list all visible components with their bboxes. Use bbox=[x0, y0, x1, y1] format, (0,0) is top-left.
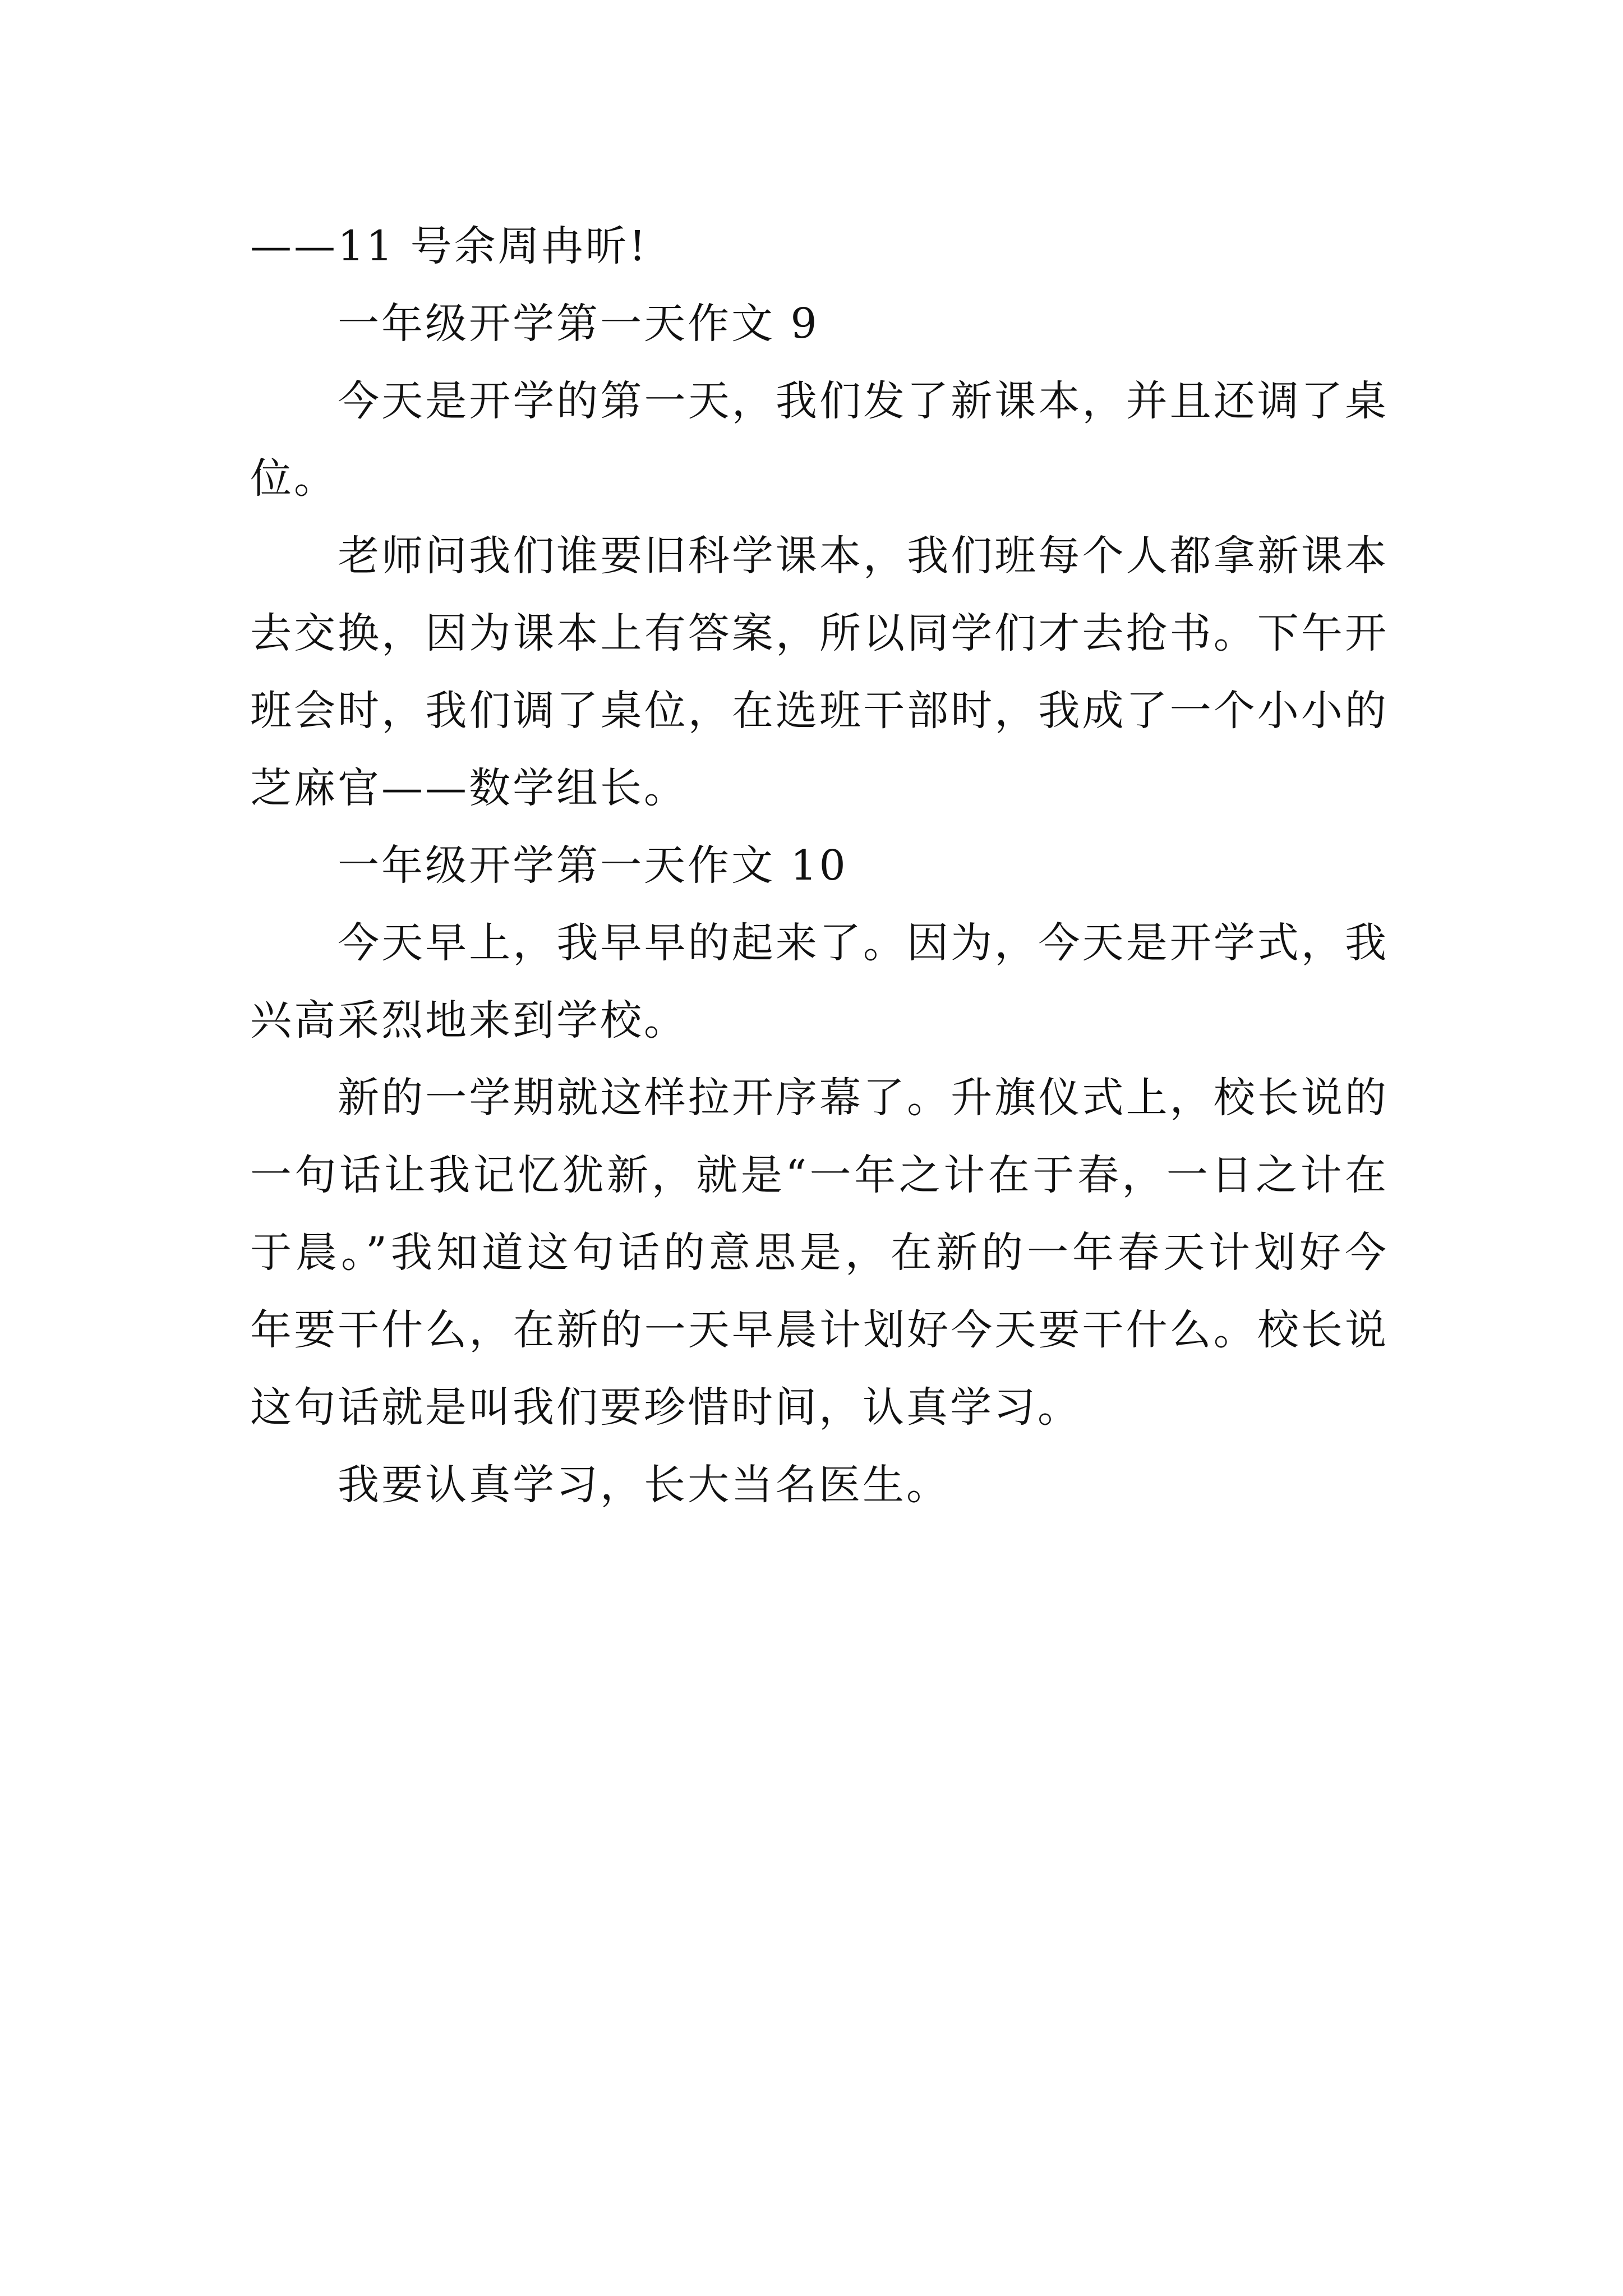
paragraph-line: 兴高采烈地来到学校。 bbox=[250, 996, 688, 1045]
paragraph-line: 老师问我们谁要旧科学课本，我们班每个人都拿新课本 bbox=[338, 532, 1389, 580]
signature-line: ——11 号余周冉昕! bbox=[250, 222, 648, 270]
paragraph-line: 一句话让我记忆犹新，就是“一年之计在于春，一日之计在 bbox=[250, 1151, 1389, 1199]
paragraph-line: 班会时，我们调了桌位，在选班干部时，我成了一个小小的 bbox=[250, 687, 1389, 735]
section-heading-9: 一年级开学第一天作文 9 bbox=[338, 300, 819, 348]
closing-line: 我要认真学习，长大当名医生。 bbox=[338, 1461, 950, 1509]
paragraph-line: 新的一学期就这样拉开序幕了。升旗仪式上，校长说的 bbox=[338, 1074, 1389, 1122]
paragraph-line: 今天早上，我早早的起来了。因为，今天是开学式，我 bbox=[338, 919, 1389, 967]
paragraph-line: 芝麻官——数学组长。 bbox=[250, 764, 688, 812]
document-body bbox=[250, 208, 1389, 1524]
section-heading-10: 一年级开学第一天作文 10 bbox=[338, 841, 848, 890]
paragraph-line: 位。 bbox=[250, 454, 338, 503]
paragraph-line: 去交换，因为课本上有答案，所以同学们才去抢书。下午开 bbox=[250, 609, 1389, 657]
paragraph-line: 年要干什么，在新的一天早晨计划好今天要干什么。校长说 bbox=[250, 1306, 1389, 1354]
paragraph-line: 这句话就是叫我们要珍惜时间，认真学习。 bbox=[250, 1383, 1081, 1432]
paragraph-line: 今天是开学的第一天，我们发了新课本，并且还调了桌 bbox=[338, 377, 1389, 425]
paragraph-line: 于晨。”我知道这句话的意思是，在新的一年春天计划好今 bbox=[250, 1228, 1389, 1277]
